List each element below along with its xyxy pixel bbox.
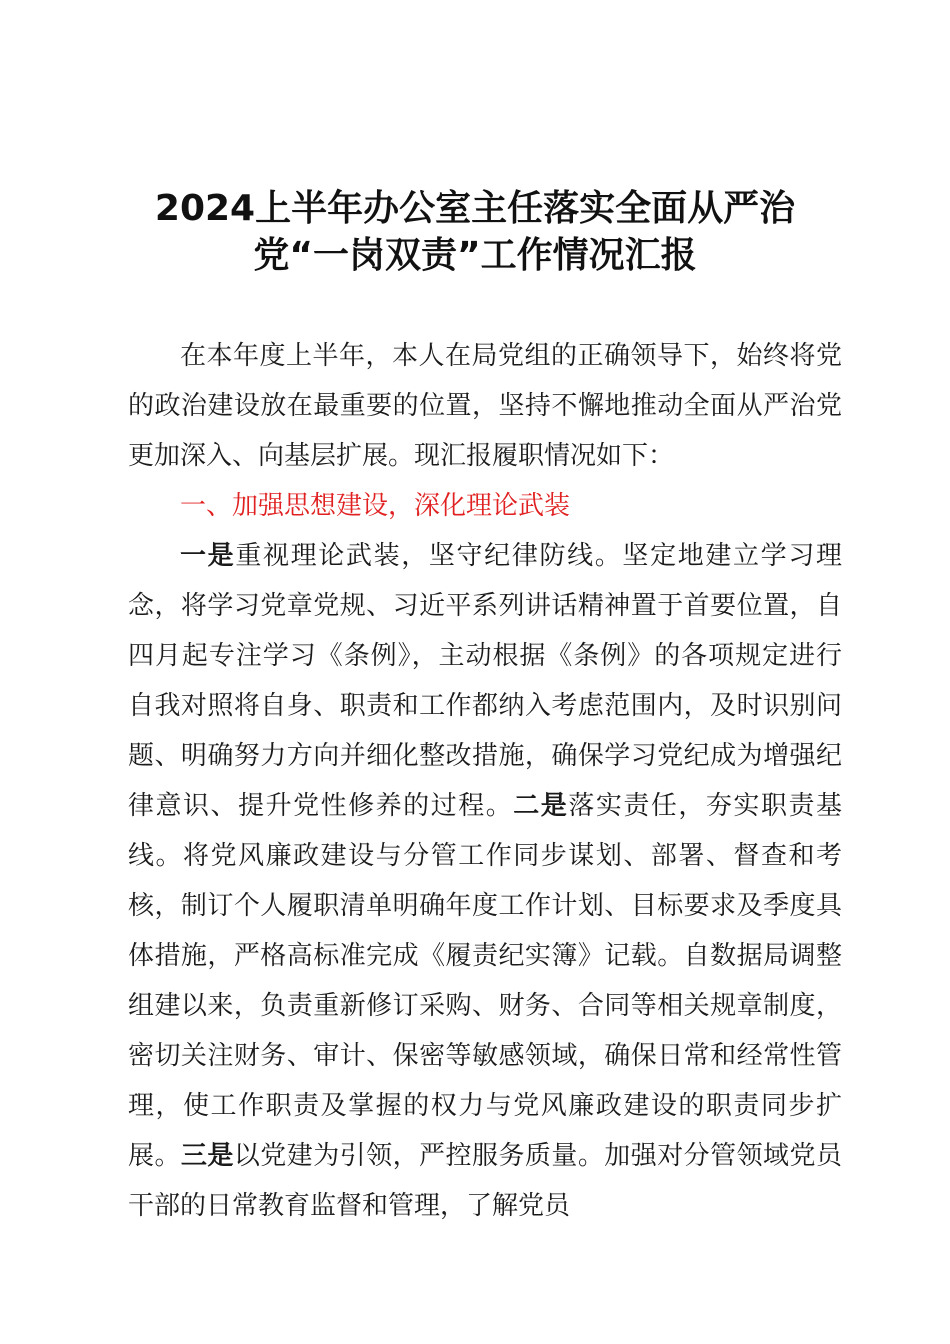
- document-body: [128, 331, 842, 1231]
- intro-paragraph: 在本年度上半年，本人在局党组的正确领导下，始终将党的政治建设放在最重要的位置，坚持不懈地推动全面从严治党更加深入、向基层扩展。现汇报履职情况如下：: [128, 341, 842, 471]
- lead-term-2: 二是: [513, 791, 569, 821]
- body-paragraph-1: [128, 531, 842, 1231]
- paragraph-text-2: 落实责任，夯实职责基线。将党风廉政建设与分管工作同步谋划、部署、督查和考核，制订个人履职清单明确年度工作计划、目标要求及季度具体措施，严格高标准完成《履责纪实簿》记载。自数据局调整组建以来，负责重新修订采购、财务、合同等相关规章制度，密切关注财务、审计、保密等敏感领域，确保日常和经常性管理，使工作职责及掌握的权力与党风廉政建设的职责同步扩展。: [128, 791, 842, 1171]
- lead-term-1: 一是: [180, 541, 236, 571]
- document-title: 2024上半年办公室主任落实全面从严治党“一岗双责”工作情况汇报: [154, 188, 796, 276]
- paragraph-text-1: 重视理论武装，坚守纪律防线。坚定地建立学习理念，将学习党章党规、习近平系列讲话精神置于首要位置，自四月起专注学习《条例》，主动根据《条例》的各项规定进行自我对照将自身、职责和工作都纳入考虑范围内，及时识别问题、明确努力方向并细化整改措施，确保学习党纪成为增强纪律意识、提升党性修养的过程。: [128, 541, 842, 821]
- lead-term-3: 三是: [180, 1141, 234, 1171]
- section-heading-1: 一、加强思想建设，深化理论武装: [180, 491, 571, 521]
- paragraph-text-3: 以党建为引领，严控服务质量。加强对分管领域党员干部的日常教育监督和管理，了解党员: [128, 1141, 842, 1221]
